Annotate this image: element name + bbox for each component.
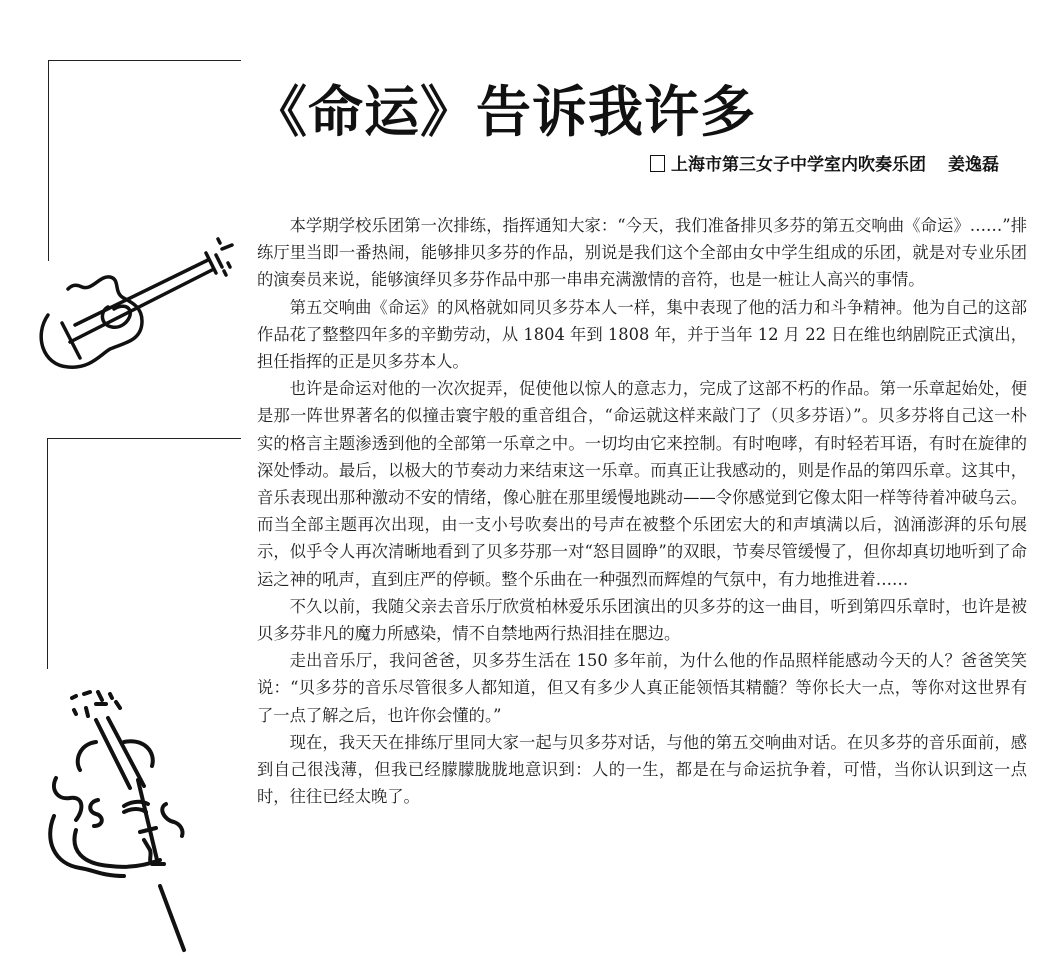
author-name: 姜逸磊 — [948, 155, 999, 175]
article-body — [257, 212, 1027, 810]
paragraph: 走出音乐厅，我问爸爸，贝多芬生活在 150 多年前，为什么他的作品照样能感动今天的人？爸爸笑笑说：“贝多芬的音乐尽管很多人都知道，但又有多少人真正能领悟其精髓？等你长大一点，等你对这世界有了一点了解之后，也许你会懂的。” — [257, 651, 1027, 725]
paragraph: 也许是命运对他的一次次捉弄，促使他以惊人的意志力，完成了这部不朽的作品。第一乐章起始处，便是那一阵世界著名的似撞击寰宇般的重音组合，“命运就这样来敲门了（贝多芬语）”。贝多芬将自己这一朴实的格言主题渗透到他的全部第一乐章之中。一切均由它来控制。有时咆哮，有时轻若耳语，有时在旋律的深处悸动。最后，以极大的节奏动力来结束这一乐章。而真正让我感动的，则是作品的第四乐章。这其中，音乐表现出那种激动不安的情绪，像心脏在那里缓慢地跳动——令你感觉到它像太阳一样等待着冲破乌云。而当全部主题再次出现，由一支小号吹奏出的号声在被整个乐团宏大的和声填满以后，汹涌澎湃的乐句展示，似乎令人再次清晰地看到了贝多芬那一对“怒目圆睁”的双眼，节奏尽管缓慢了，但你却真切地听到了命运之神的吼声，直到庄严的停顿。整个乐曲在一种强烈而辉煌的气氛中，有力地推进着…… — [257, 379, 1027, 589]
author-affiliation: 上海市第三女子中学室内吹奏乐团 — [671, 155, 926, 175]
article-title: 《命运》告诉我许多 — [252, 79, 757, 144]
checkbox-marker-icon — [650, 155, 665, 172]
cello-icon — [40, 680, 220, 960]
byline — [650, 150, 999, 175]
paragraph: 本学期学校乐团第一次排练，指挥通知大家：“今天，我们准备排贝多芬的第五交响曲《命运》……”排练厅里当即一番热闹，能够排贝多芬的作品，别说是我们这个全部由女中学生组成的乐团，就是对专业乐团的演奏员来说，能够演绎贝多芬作品中那一串串充满激情的音符，也是一桩让人高兴的事情。 — [257, 216, 1027, 290]
paragraph: 现在，我天天在排练厅里同大家一起与贝多芬对话，与他的第五交响曲对话。在贝多芬的音乐面前，感到自己很浅薄，但我已经朦朦胧胧地意识到：人的一生，都是在与命运抗争着，可惜，当你认识到这一点时，往往已经太晚了。 — [257, 732, 1027, 807]
guitar-icon — [20, 225, 240, 385]
corner-bracket-bottom — [47, 438, 241, 669]
paragraph: 第五交响曲《命运》的风格就如同贝多芬本人一样，集中表现了他的活力和斗争精神。他为自己的这部作品花了整整四年多的辛勤劳动，从 1804 年到 1808 年，并于当年 12 月 22 日在维也纳剧院正式演出，担任指挥的正是贝多芬本人。 — [257, 297, 1027, 372]
paragraph: 不久以前，我随父亲去音乐厅欣赏柏林爱乐乐团演出的贝多芬的这一曲目，听到第四乐章时，也许是被贝多芬非凡的魔力所感染，情不自禁地两行热泪挂在腮边。 — [257, 596, 1027, 644]
